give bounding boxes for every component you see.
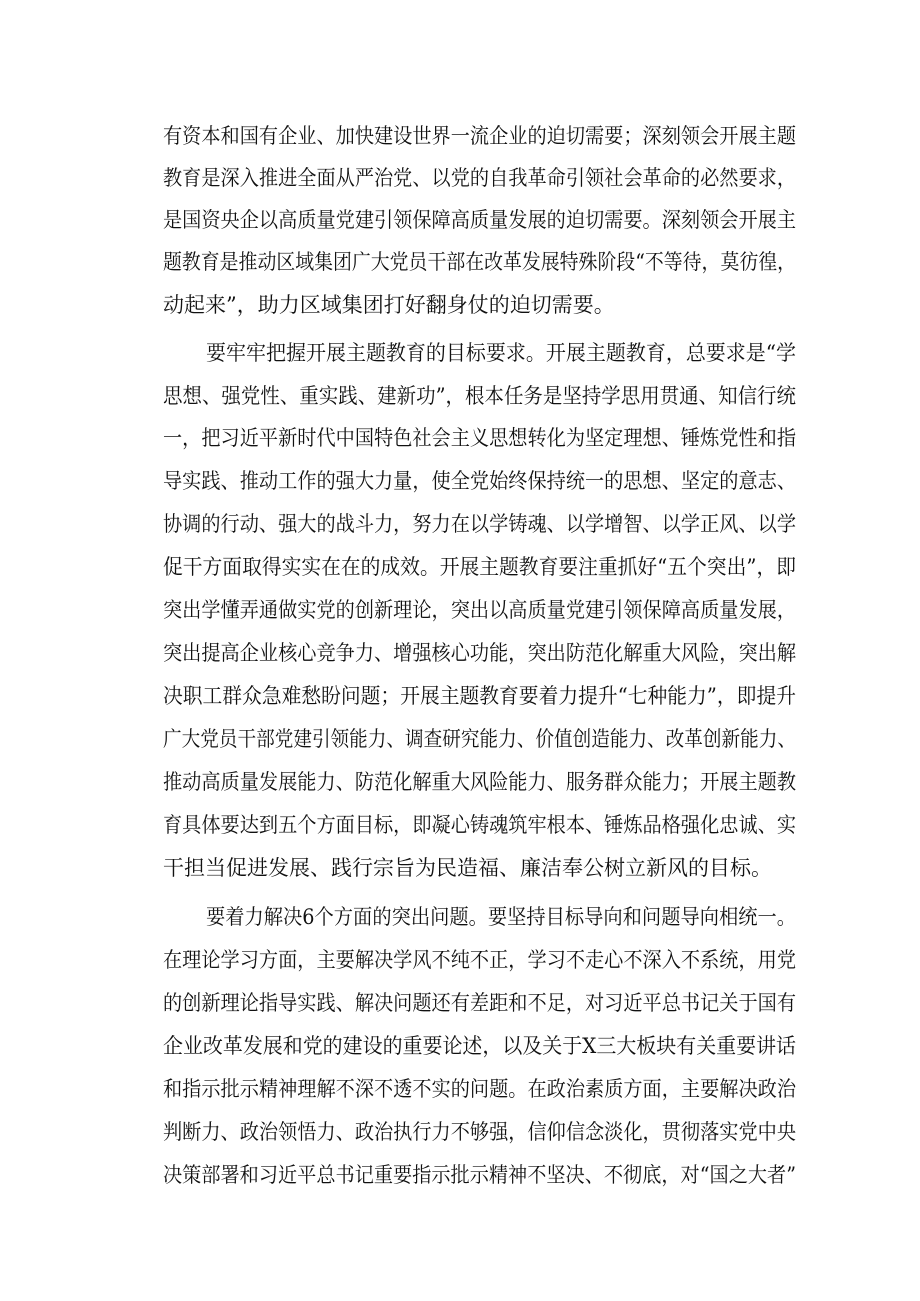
paragraph-1-line	[0, 285, 920, 325]
paragraph-3-line	[0, 1155, 920, 1195]
text-line: 导实践、推动工作的强大力量，使全党始终保持统一的思想、坚定的意志、	[163, 469, 796, 493]
paragraph-2-line	[0, 590, 920, 630]
paragraph-2-line	[0, 376, 920, 416]
text-line: 促干方面取得实实在在的成效。开展主题教育要注重抓好“五个突出”，即	[163, 555, 796, 579]
paragraph-3-line	[0, 897, 920, 937]
text-line: 和指示批示精神理解不深不透不实的问题。在政治素质方面，主要解决政治	[163, 1077, 796, 1101]
paragraph-2-line	[0, 848, 920, 888]
paragraph-3-line	[0, 983, 920, 1023]
text-line: 题教育是推动区域集团广大党员干部在改革发展特殊阶段“不等待，莫彷徨，	[163, 250, 796, 274]
text-line: 要着力解决6个方面的突出问题。要坚持目标导向和问题导向相统一。	[206, 905, 796, 929]
text-line: 教育是深入推进全面从严治党、以党的自我革命引领社会革命的必然要求，	[163, 166, 796, 190]
text-line: 的创新理论指导实践、解决问题还有差距和不足，对习近平总书记关于国有	[163, 991, 796, 1015]
paragraph-1-line	[0, 242, 920, 282]
text-line: 要牢牢把握开展主题教育的目标要求。开展主题教育，总要求是“学	[206, 341, 796, 365]
text-line: 广大党员干部党建引领能力、调查研究能力、价值创造能力、改革创新能力、	[163, 727, 796, 751]
text-line: 判断力、政治领悟力、政治执行力不够强，信仰信念淡化，贯彻落实党中央	[163, 1120, 796, 1144]
paragraph-3-line	[0, 1069, 920, 1109]
paragraph-1-line	[0, 200, 920, 240]
text-line: 突出提高企业核心竞争力、增强核心功能，突出防范化解重大风险，突出解	[163, 641, 796, 665]
text-line: 企业改革发展和党的建设的重要论述，以及关于X三大板块有关重要讲话	[163, 1034, 796, 1058]
paragraph-2-line	[0, 633, 920, 673]
paragraph-3-line	[0, 1112, 920, 1152]
paragraph-1-line	[0, 158, 920, 198]
text-line: 协调的行动、强大的战斗力，努力在以学铸魂、以学增智、以学正风、以学	[163, 512, 796, 536]
text-line: 决职工群众急难愁盼问题；开展主题教育要着力提升“七种能力”，即提升	[163, 684, 796, 708]
paragraph-2-line	[0, 719, 920, 759]
text-line: 一，把习近平新时代中国特色社会主义思想转化为坚定理想、锤炼党性和指	[163, 426, 796, 450]
text-line: 是国资央企以高质量党建引领保障高质量发展的迫切需要。深刻领会开展主	[163, 208, 796, 232]
paragraph-3-line	[0, 940, 920, 980]
paragraph-2-line	[0, 805, 920, 845]
text-line: 思想、强党性、重实践、建新功”，根本任务是坚持学思用贯通、知信行统	[163, 384, 796, 408]
paragraph-2-line	[0, 762, 920, 802]
paragraph-2-line	[0, 461, 920, 501]
paragraph-2-line	[0, 676, 920, 716]
paragraph-1-line	[0, 116, 920, 156]
paragraph-2-line	[0, 504, 920, 544]
text-line: 在理论学习方面，主要解决学风不纯不正，学习不走心不深入不系统，用党	[163, 948, 796, 972]
text-line: 推动高质量发展能力、防范化解重大风险能力、服务群众能力；开展主题教	[163, 770, 796, 794]
paragraph-3-line	[0, 1026, 920, 1066]
text-line: 决策部署和习近平总书记重要指示批示精神不坚决、不彻底，对“国之大者”	[163, 1163, 796, 1187]
text-line: 干担当促进发展、践行宗旨为民造福、廉洁奉公树立新风的目标。	[163, 856, 772, 880]
paragraph-2-line	[0, 333, 920, 373]
text-line: 育具体要达到五个方面目标，即凝心铸魂筑牢根本、锤炼品格强化忠诚、实	[163, 813, 796, 837]
paragraph-2-line	[0, 418, 920, 458]
text-line: 突出学懂弄通做实党的创新理论，突出以高质量党建引领保障高质量发展，	[163, 598, 796, 622]
paragraph-2-line	[0, 547, 920, 587]
text-line: 有资本和国有企业、加快建设世界一流企业的迫切需要；深刻领会开展主题	[163, 124, 796, 148]
text-line: 动起来”，助力区域集团打好翻身仗的迫切需要。	[163, 293, 615, 317]
